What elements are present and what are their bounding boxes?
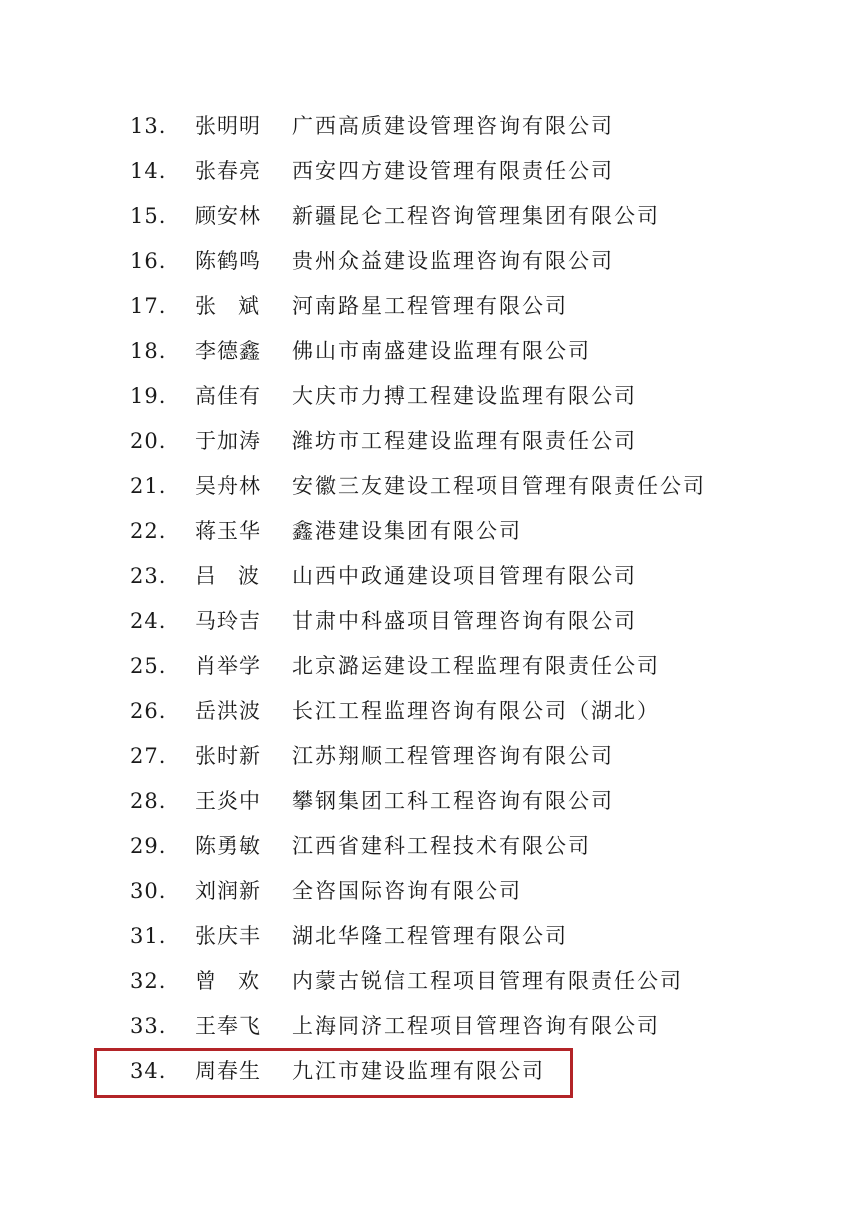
person-name: 李德鑫 xyxy=(195,339,261,363)
list-item xyxy=(0,419,860,464)
entry-number: 14. xyxy=(130,159,167,183)
entry-number: 31. xyxy=(130,924,167,948)
person-name: 马玲吉 xyxy=(195,609,261,633)
company-name: 全咨国际咨询有限公司 xyxy=(292,879,522,903)
person-name: 张春亮 xyxy=(195,159,261,183)
list-item xyxy=(0,959,860,1004)
person-name: 陈勇敏 xyxy=(195,834,261,858)
person-name: 刘润新 xyxy=(195,879,261,903)
list-item xyxy=(0,239,860,284)
person-name: 张斌 xyxy=(195,294,281,318)
person-name: 吴舟林 xyxy=(195,474,261,498)
company-name: 九江市建设监理有限公司 xyxy=(292,1059,545,1083)
company-name: 长江工程监理咨询有限公司（湖北） xyxy=(292,699,660,723)
company-name: 上海同济工程项目管理咨询有限公司 xyxy=(292,1014,660,1038)
entry-number: 19. xyxy=(130,384,167,408)
list-item xyxy=(0,509,860,554)
company-name: 攀钢集团工科工程咨询有限公司 xyxy=(292,789,614,813)
entry-number: 33. xyxy=(130,1014,167,1038)
company-name: 湖北华隆工程管理有限公司 xyxy=(292,924,568,948)
list-item xyxy=(0,779,860,824)
entry-number: 22. xyxy=(130,519,167,543)
person-name: 吕波 xyxy=(195,564,281,588)
company-name: 安徽三友建设工程项目管理有限责任公司 xyxy=(292,474,706,498)
company-name: 新疆昆仑工程咨询管理集团有限公司 xyxy=(292,204,660,228)
company-name: 北京潞运建设工程监理有限责任公司 xyxy=(292,654,660,678)
person-name: 张庆丰 xyxy=(195,924,261,948)
list-item xyxy=(0,374,860,419)
list-item xyxy=(0,734,860,779)
company-name: 河南路星工程管理有限公司 xyxy=(292,294,568,318)
name-list xyxy=(0,104,860,1094)
list-item xyxy=(0,689,860,734)
entry-number: 21. xyxy=(130,474,167,498)
company-name: 广西高质建设管理咨询有限公司 xyxy=(292,114,614,138)
entry-number: 18. xyxy=(130,339,167,363)
company-name: 大庆市力搏工程建设监理有限公司 xyxy=(292,384,637,408)
person-name: 曾欢 xyxy=(195,969,281,993)
list-item xyxy=(0,599,860,644)
person-name: 陈鹤鸣 xyxy=(195,249,261,273)
person-name: 于加涛 xyxy=(195,429,261,453)
person-name: 张明明 xyxy=(195,114,261,138)
entry-number: 25. xyxy=(130,654,167,678)
company-name: 山西中政通建设项目管理有限公司 xyxy=(292,564,637,588)
list-item xyxy=(0,1004,860,1049)
person-name: 周春生 xyxy=(195,1059,261,1083)
person-name: 王奉飞 xyxy=(195,1014,261,1038)
list-item xyxy=(0,284,860,329)
list-item xyxy=(0,644,860,689)
person-name: 顾安林 xyxy=(195,204,261,228)
person-name: 岳洪波 xyxy=(195,699,261,723)
list-item xyxy=(0,554,860,599)
entry-number: 24. xyxy=(130,609,167,633)
entry-number: 27. xyxy=(130,744,167,768)
entry-number: 23. xyxy=(130,564,167,588)
person-name: 高佳有 xyxy=(195,384,261,408)
entry-number: 34. xyxy=(130,1059,167,1083)
entry-number: 26. xyxy=(130,699,167,723)
company-name: 江西省建科工程技术有限公司 xyxy=(292,834,591,858)
entry-number: 32. xyxy=(130,969,167,993)
company-name: 鑫港建设集团有限公司 xyxy=(292,519,522,543)
list-item xyxy=(0,914,860,959)
entry-number: 15. xyxy=(130,204,167,228)
company-name: 西安四方建设管理有限责任公司 xyxy=(292,159,614,183)
company-name: 潍坊市工程建设监理有限责任公司 xyxy=(292,429,637,453)
list-item xyxy=(0,194,860,239)
list-item xyxy=(0,149,860,194)
entry-number: 16. xyxy=(130,249,167,273)
company-name: 内蒙古锐信工程项目管理有限责任公司 xyxy=(292,969,683,993)
list-item xyxy=(0,1049,860,1094)
list-item xyxy=(0,104,860,149)
company-name: 甘肃中科盛项目管理咨询有限公司 xyxy=(292,609,637,633)
company-name: 贵州众益建设监理咨询有限公司 xyxy=(292,249,614,273)
list-item xyxy=(0,824,860,869)
company-name: 佛山市南盛建设监理有限公司 xyxy=(292,339,591,363)
person-name: 王炎中 xyxy=(195,789,261,813)
entry-number: 20. xyxy=(130,429,167,453)
entry-number: 28. xyxy=(130,789,167,813)
entry-number: 29. xyxy=(130,834,167,858)
list-item xyxy=(0,869,860,914)
entry-number: 17. xyxy=(130,294,167,318)
list-item xyxy=(0,329,860,374)
person-name: 肖举学 xyxy=(195,654,261,678)
list-item xyxy=(0,464,860,509)
entry-number: 13. xyxy=(130,114,167,138)
person-name: 蒋玉华 xyxy=(195,519,261,543)
person-name: 张时新 xyxy=(195,744,261,768)
entry-number: 30. xyxy=(130,879,167,903)
company-name: 江苏翔顺工程管理咨询有限公司 xyxy=(292,744,614,768)
